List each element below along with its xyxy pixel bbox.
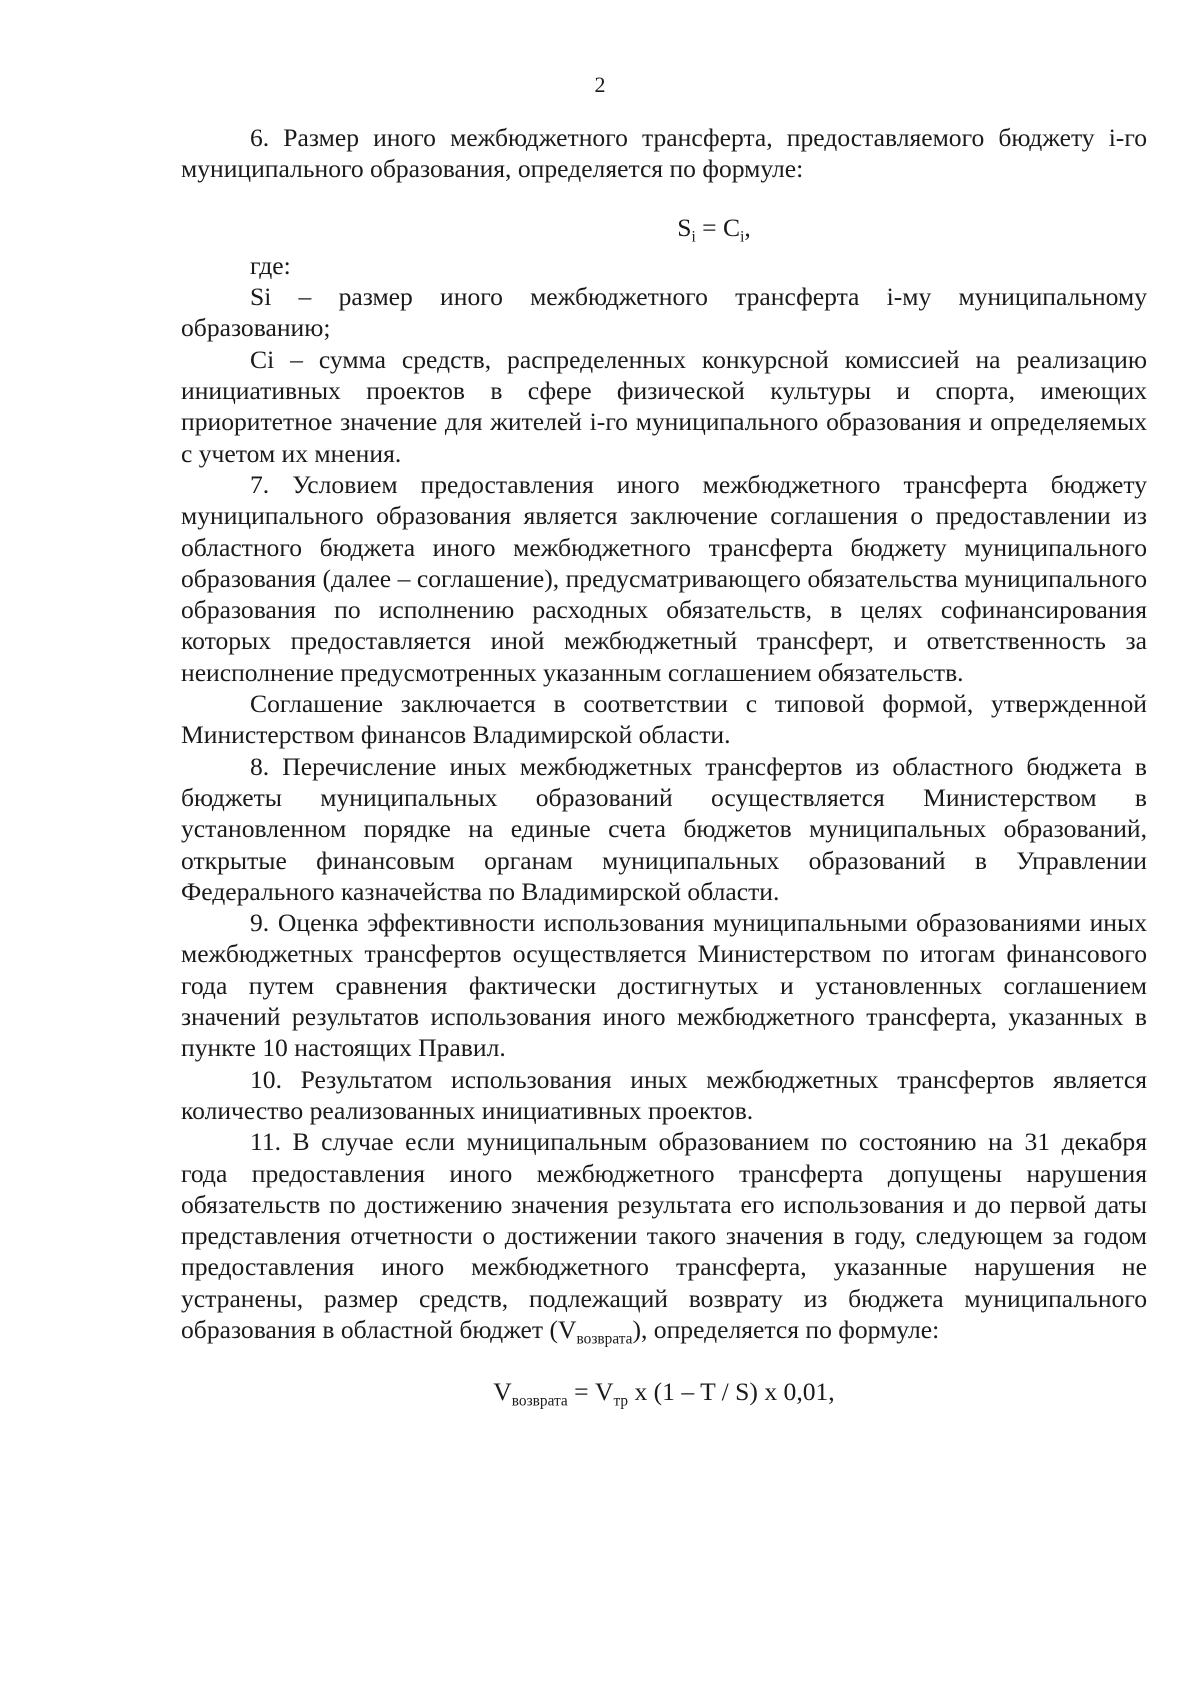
formula-equals-v: = V — [567, 1377, 614, 1407]
formula-v-subscript: возврата — [511, 1392, 568, 1410]
definition-si: Si – размер иного межбюджетного трансферта i-му муниципальному образованию; — [181, 282, 1147, 343]
formula-rest: x (1 – T / S) x 0,01, — [628, 1377, 835, 1407]
paragraph-11-text: 11. В случае если муниципальным образованием по состоянию на 31 декабря года предоставления иного межбюджетного трансферта допущены нарушения обязательств по достижению значения результата его использования и до первой даты представления отчетности о достижении такого значения в году, следующем за годом предоставления иного межбюджетного трансферта, указанные нарушения не устранены, размер средств, подлежащий возврату из бюджета муниципального образования в областной бюджет (V — [181, 1127, 1147, 1344]
document-body — [181, 122, 1147, 1408]
formula-s-subscript: i — [691, 227, 696, 245]
where-label: где: — [250, 250, 291, 280]
formula-c-subscript: i — [740, 227, 745, 245]
paragraph-6-intro: 6. Размер иного межбюджетного трансферта, предоставляемого бюджету i-го муниципального образования, определяется по формуле: — [181, 123, 1147, 184]
v-return-subscript: возврата — [576, 1330, 633, 1348]
formula-comma: , — [744, 212, 751, 242]
formula-v: V — [493, 1377, 512, 1407]
formula-tr-subscript: тр — [613, 1392, 629, 1410]
paragraph-7: 7. Условием предоставления иного межбюджетного трансферта бюджету муниципального образования является заключение соглашения о предоставлении из областного бюджета иного межбюджетного трансферта бюджету муниципального образования (далее – соглашение), предусматривающего обязательства муниципального образования по исполнению расходных обязательств, в целях софинансирования которых предоставляется иной межбюджетный трансферт, и ответственность за неисполнение предусмотренных указанным соглашением обязательств. — [181, 469, 1147, 687]
paragraph-9: 9. Оценка эффективности использования муниципальными образованиями иных межбюджетных трансфертов осуществляется Министерством по итогам финансового года путем сравнения фактически достигнутых и установленных соглашением значений результатов использования иного межбюджетного трансферта, указанных в пункте 10 настоящих Правил. — [181, 908, 1147, 1063]
formula-si-ci — [181, 212, 1147, 243]
paragraph-11-tail: ), определяется по формуле: — [632, 1314, 940, 1344]
paragraph-8: 8. Перечисление иных межбюджетных трансфертов из областного бюджета в бюджеты муниципальных образований осуществляется Министерством в установленном порядке на единые счета бюджетов муниципальных образований, открытые финансовым органам муниципальных образований в Управлении Федерального казначейства по Владимирской области. — [181, 751, 1147, 906]
page-number: 2 — [594, 72, 606, 97]
paragraph-7-agreement: Соглашение заключается в соответствии с типовой формой, утвержденной Министерством финансов Владимирской области. — [181, 689, 1147, 750]
paragraph-11 — [181, 1126, 1147, 1348]
definition-ci: Ci – сумма средств, распределенных конкурсной комиссией на реализацию инициативных проектов в сфере физической культуры и спорта, имеющих приоритетное значение для жителей i-го муниципального образования и определяемых с учетом их мнения. — [181, 344, 1147, 468]
paragraph-10: 10. Результатом использования иных межбюджетных трансфертов является количество реализованных инициативных проектов. — [181, 1064, 1147, 1125]
formula-v-return — [181, 1376, 1147, 1410]
formula-equals-c: = C — [695, 212, 741, 242]
formula-s: S — [677, 212, 692, 242]
